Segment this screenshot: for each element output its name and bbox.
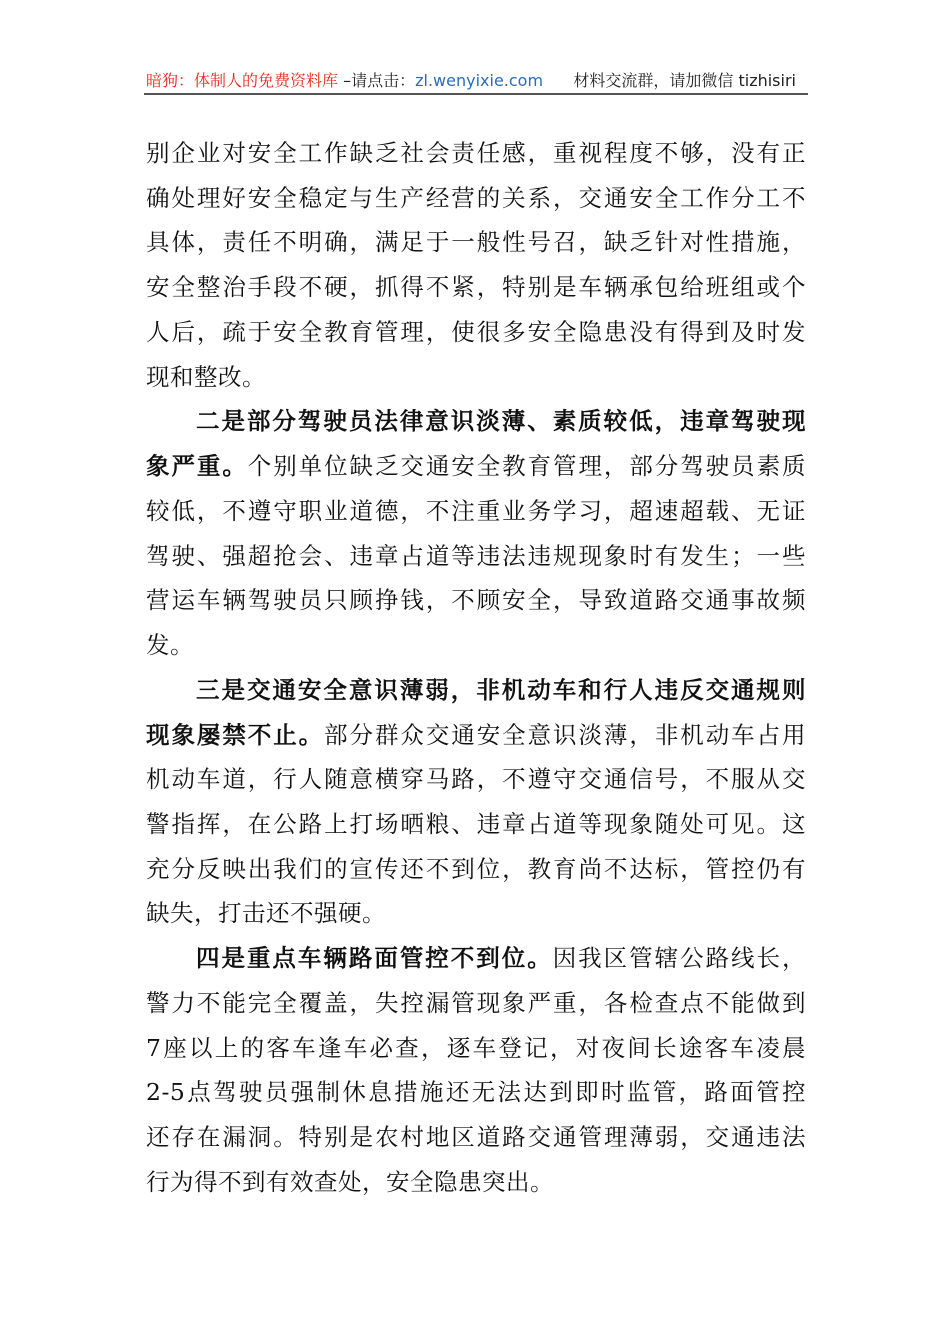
text-line: [146, 936, 806, 981]
text-line: [146, 1026, 806, 1071]
body-text: 安全整治手段不硬，抓得不紧，特别是车辆承包给班组或个: [146, 273, 806, 302]
text-line: [146, 131, 806, 176]
text-line: [146, 1115, 806, 1160]
text-line: [146, 891, 806, 936]
bold-heading-text: 四是重点车辆路面管控不到位。: [196, 944, 553, 973]
text-line: [146, 310, 806, 355]
body-text: 行为得不到有效查处，安全隐患突出。: [146, 1167, 554, 1196]
text-line: [146, 847, 806, 892]
text-line: [146, 668, 806, 713]
bold-heading-text: 三是交通安全意识薄弱，非机动车和行人违反交通规则: [196, 675, 806, 704]
text-line: [146, 623, 806, 668]
body-text: 因我区管辖公路线长，: [552, 944, 807, 973]
body-text: 发。: [146, 631, 194, 660]
body-text: 警力不能完全覆盖，失控漏管现象严重，各检查点不能做到: [146, 988, 806, 1017]
text-line: [146, 757, 806, 802]
text-line: [146, 534, 806, 579]
body-text: 还存在漏洞。特别是农村地区道路交通管理薄弱，交通违法: [146, 1123, 806, 1152]
body-text: 具体，责任不明确，满足于一般性号召，缺乏针对性措施，: [146, 228, 806, 257]
text-line: [146, 355, 806, 400]
text-line: [146, 1160, 806, 1205]
text-line: [146, 444, 806, 489]
bold-heading-text: 二是部分驾驶员法律意识淡薄、素质较低，违章驾驶现: [196, 407, 806, 436]
text-line: [146, 265, 806, 310]
body-text: 驾驶、强超抢会、违章占道等违法违规现象时有发生；一些: [146, 541, 806, 570]
site-name: 暗狗：体制人的免费资料库: [146, 71, 339, 90]
body-text: 营运车辆驾驶员只顾挣钱，不顾安全，导致道路交通事故频: [146, 586, 806, 615]
body-text: 个别单位缺乏交通安全教育管理，部分驾驶员素质: [247, 452, 807, 481]
body-text: 充分反映出我们的宣传还不到位，教育尚不达标，管控仍有: [146, 854, 806, 883]
body-text: 现和整改。: [146, 362, 266, 391]
bold-heading-text: 现象屡禁不止。: [146, 720, 325, 749]
text-line: [146, 176, 806, 221]
body-text: 确处理好安全稳定与生产经营的关系，交通安全工作分工不: [146, 183, 806, 212]
body-text: 较低，不遵守职业道德，不注重业务学习，超速超载、无证: [146, 496, 806, 525]
text-line: [146, 489, 806, 534]
document-body: [146, 131, 806, 1205]
text-line: [146, 220, 806, 265]
text-line: [146, 713, 806, 758]
text-line: [146, 981, 806, 1026]
text-line: [146, 399, 806, 444]
body-text: 警指挥，在公路上打场晒粮、违章占道等现象随处可见。这: [146, 810, 806, 839]
body-text: 缺失，打击还不强硬。: [146, 899, 386, 928]
header-divider: [144, 93, 808, 95]
body-text: 7座以上的客车逢车必查，逐车登记，对夜间长途客车凌晨: [146, 1033, 806, 1062]
body-text: 别企业对安全工作缺乏社会责任感，重视程度不够，没有正: [146, 139, 806, 167]
body-text: 2-5点驾驶员强制休息措施还无法达到即时监管，路面管控: [146, 1078, 806, 1107]
wechat-note: 材料交流群，请加微信 tizhisiri: [573, 71, 796, 90]
body-text: 人后，疏于安全教育管理，使很多安全隐患没有得到及时发: [146, 317, 806, 346]
text-line: [146, 578, 806, 623]
page-header: [146, 68, 806, 94]
site-url-link[interactable]: zl.wenyixie.com: [415, 71, 544, 90]
bold-heading-text: 象严重。: [146, 452, 248, 481]
click-prompt: –请点击：: [343, 71, 416, 90]
text-line: [146, 1070, 806, 1115]
body-text: 机动车道，行人随意横穿马路，不遵守交通信号，不服从交: [146, 765, 806, 794]
body-text: 部分群众交通安全意识淡薄，非机动车占用: [324, 720, 807, 749]
text-line: [146, 802, 806, 847]
